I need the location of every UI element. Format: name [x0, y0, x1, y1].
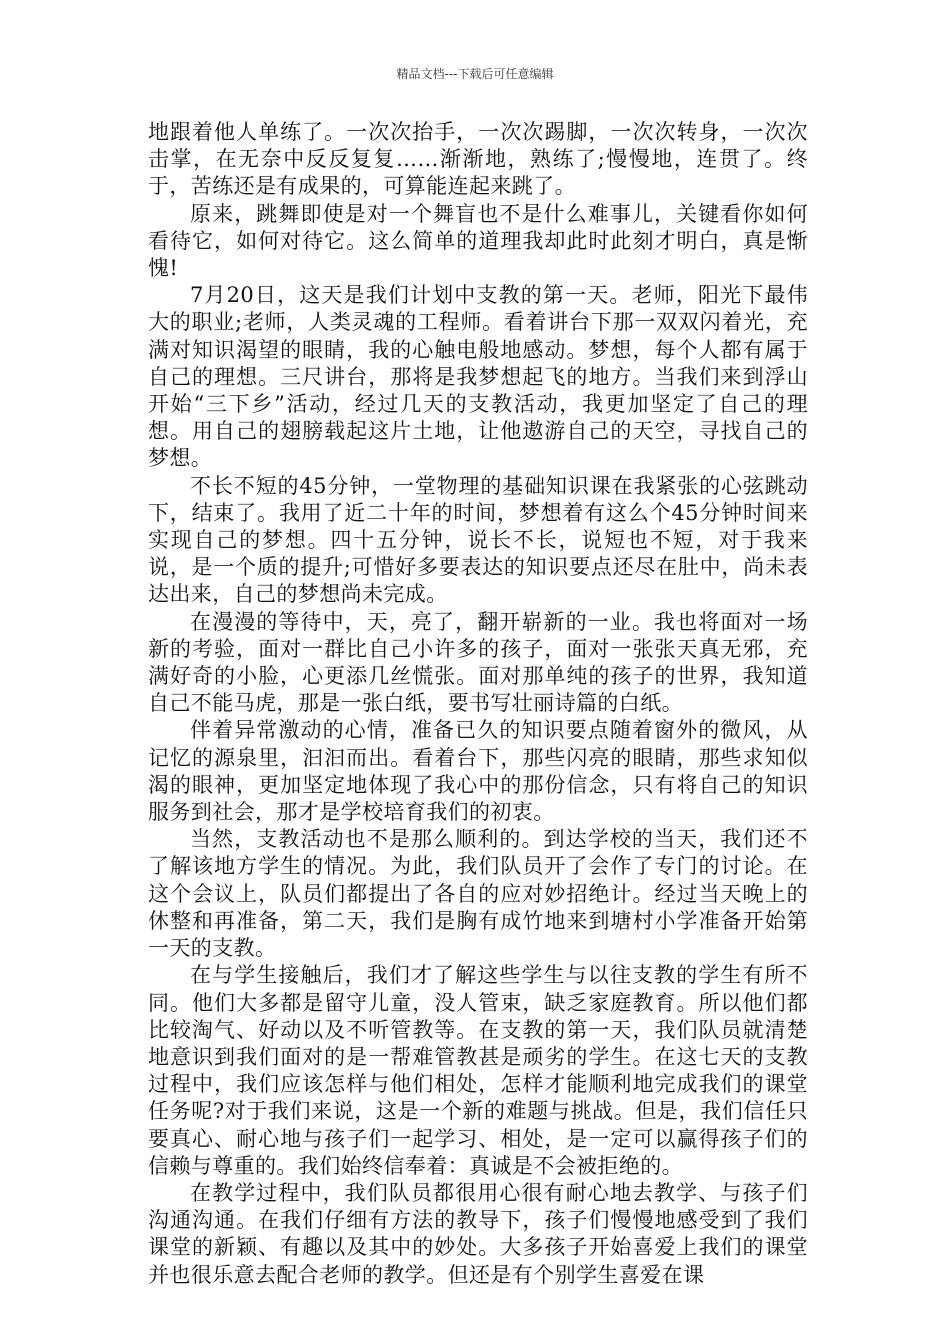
- paragraph-2: 原来，跳舞即使是对一个舞盲也不是什么难事儿，关键看你如何看待它，如何对待它。这么简单的道理我却此时此刻才明白，真是惭愧!: [148, 201, 808, 281]
- paragraph-1: 地跟着他人单练了。一次次抬手，一次次踢脚，一次次转身，一次次击掌，在无奈中反反复复……渐渐地，熟练了;慢慢地，连贯了。终于，苦练还是有成果的，可算能连起来跳了。: [148, 120, 808, 199]
- page-header: 精品文档---下载后可任意编辑: [396, 67, 554, 81]
- paragraph-6: 伴着异常激动的心情，准备已久的知识要点随着窗外的微风，从记忆的源泉里，汩汩而出。看着台下，那些闪亮的眼睛，那些求知似渴的眼神，更加坚定地体现了我心中的那份信念，只有将自己的知识服务到社会，那才是学校培育我们的初衷。: [148, 718, 808, 825]
- paragraph-4: 不长不短的45分钟，一堂物理的基础知识课在我紧张的心弦跳动下，结束了。我用了近二十年的时间，梦想着有这么个45分钟时间来实现自己的梦想。四十五分钟，说长不长，说短也不短，对于我来说，是一个质的提升;可惜好多要表达的知识要点还尽在肚中，尚未表达出来，自己的梦想尚未完成。: [148, 473, 808, 607]
- paragraph-8: 在与学生接触后，我们才了解这些学生与以往支教的学生有所不同。他们大多都是留守儿童，没人管束，缺乏家庭教育。所以他们都比较淘气、好动以及不听管教等。在支教的第一天，我们队员就清楚地意识到我们面对的是一帮难管教甚是顽劣的学生。在这七天的支教过程中，我们应该怎样与他们相处，怎样才能顺利地完成我们的课堂任务呢?对于我们来说，这是一个新的难题与挑战。但是，我们信任只要真心、耐心地与孩子们一起学习、相处，是一定可以赢得孩子们的信赖与尊重的。我们始终信奉着：真诚是不会被拒绝的。: [148, 963, 808, 1178]
- document-body: [148, 119, 808, 1289]
- paragraph-7: 当然，支教活动也不是那么顺利的。到达学校的当天，我们还不了解该地方学生的情况。为此，我们队员开了会作了专门的讨论。在这个会议上，队员们都提出了各自的应对妙招绝计。经过当天晚上的休整和再准备，第二天，我们是胸有成竹地来到塘村小学准备开始第一天的支教。: [148, 827, 808, 961]
- paragraph-5: 在漫漫的等待中，天，亮了，翻开崭新的一业。我也将面对一场新的考验，面对一群比自己小许多的孩子，面对一张张天真无邪，充满好奇的小脸，心更添几丝慌张。面对那单纯的孩子的世界，我知道自己不能马虎，那是一张白纸，要书写壮丽诗篇的白纸。: [148, 609, 808, 716]
- paragraph-3: 7月20日，这天是我们计划中支教的第一天。老师，阳光下最伟大的职业;老师，人类灵魂的工程师。看着讲台下那一双双闪着光，充满对知识渴望的眼睛，我的心触电般地感动。梦想，每个人都有属于自己的理想。三尺讲台，那将是我梦想起飞的地方。当我们来到浮山开始“三下乡”活动，经过几天的支教活动，我更加坚定了自己的理想。用自己的翅膀载起这片土地，让他遨游自己的天空，寻找自己的梦想。: [148, 283, 808, 471]
- paragraph-9: 在教学过程中，我们队员都很用心很有耐心地去教学、与孩子们沟通沟通。在我们仔细有方法的教导下，孩子们慢慢地感受到了我们课堂的新颖、有趣以及其中的妙处。大多孩子开始喜爱上我们的课堂并也很乐意去配合老师的教学。但还是有个别学生喜爱在课: [148, 1180, 808, 1287]
